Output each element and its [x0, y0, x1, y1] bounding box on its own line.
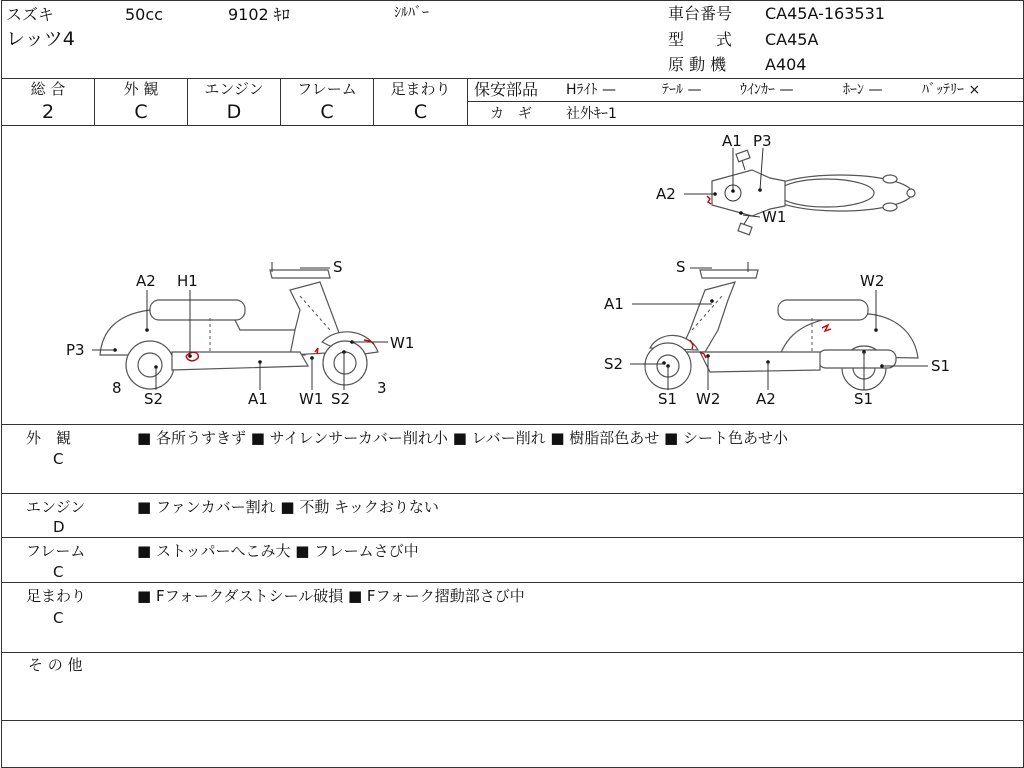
right-label-s1: S1: [658, 390, 678, 408]
safety-battery: ﾊﾞｯﾃﾘｰ ×: [922, 82, 981, 98]
safety-winker: ｳｲﾝｶｰ —: [740, 82, 794, 98]
mileage: 9102 ｷﾛ: [228, 5, 290, 24]
remark-title-engine: エンジン: [26, 498, 86, 516]
grade-value-exterior: C: [134, 101, 148, 123]
remark-title-frame: フレーム: [26, 542, 86, 560]
right-label-s: S: [676, 258, 686, 276]
top-label-a1: A1: [722, 132, 742, 150]
grade-label-frame: フレーム: [297, 80, 357, 98]
grade-label-exterior: 外 観: [123, 80, 159, 98]
top-label-p3: P3: [753, 132, 772, 150]
remark-title-other: そ の 他: [28, 656, 83, 674]
remark-grade-engine: D: [53, 518, 65, 536]
top-label-w1: W1: [762, 208, 787, 226]
left-label-s: S: [333, 258, 343, 276]
right-label-s1-right: S1: [931, 357, 951, 375]
key-label: カ ギ: [490, 106, 532, 122]
key-value: 社外ｷｰ1: [566, 106, 617, 122]
grade-value-frame: C: [320, 101, 334, 123]
left-label-p3: P3: [66, 341, 85, 359]
safety-tail: ﾃｰﾙ —: [662, 82, 702, 98]
remark-grade-suspension: C: [53, 609, 64, 627]
left-label-h1: H1: [177, 272, 198, 290]
remark-grade-exterior: C: [53, 450, 64, 468]
right-label-a1: A1: [604, 295, 624, 313]
grade-label-suspension: 足まわり: [390, 80, 451, 98]
remark-text-exterior: ■ 各所うすきず ■ サイレンサーカバー削れ小 ■ レバー削れ ■ 樹脂部色あせ ■ シート色あせ小: [137, 429, 789, 447]
grade-value-suspension: C: [413, 101, 428, 123]
engine-label: 原 動 機: [668, 55, 727, 74]
left-side-diagram: [66, 258, 414, 408]
remark-title-exterior: 外 観: [26, 429, 72, 447]
safety-horn: ﾎｰﾝ —: [843, 82, 883, 98]
scooter-diagrams: [0, 126, 1024, 424]
left-label-a1: A1: [248, 390, 268, 408]
top-label-a2: A2: [656, 185, 676, 203]
type-value: CA45A: [765, 30, 819, 49]
displacement: 50cc: [125, 5, 163, 24]
frame-no: CA45A-163531: [765, 4, 885, 23]
safety-label: 保安部品: [474, 80, 539, 99]
left-label-a2: A2: [136, 272, 156, 290]
remark-text-engine: ■ ファンカバー割れ ■ 不動 キックおりない: [137, 498, 439, 516]
right-label-s1b: S1: [854, 390, 874, 408]
top-view-diagram: [656, 132, 915, 235]
remark-grade-frame: C: [53, 563, 64, 581]
left-label-8: 8: [112, 379, 122, 397]
right-label-a2: A2: [756, 390, 776, 408]
right-label-w2: W2: [860, 272, 885, 290]
model-name: レッツ4: [6, 28, 75, 50]
left-label-s2b: S2: [331, 390, 351, 408]
right-side-diagram: [604, 258, 950, 408]
color: ｼﾙﾊﾞｰ: [394, 5, 429, 21]
grade-value-total: 2: [41, 101, 55, 123]
remark-text-suspension: ■ Fフォークダストシール破損 ■ Fフォーク摺動部さび中: [137, 587, 525, 605]
type-label: 型 式: [668, 30, 733, 49]
grade-label-total: 総 合: [30, 80, 66, 98]
left-label-w1-right: W1: [390, 334, 415, 352]
remark-text-frame: ■ ストッパーへこみ大 ■ フレームさび中: [137, 542, 419, 560]
frame-no-label: 車台番号: [668, 4, 733, 23]
maker: スズキ: [6, 5, 55, 24]
safety-headlight: Hﾗｲﾄ —: [566, 82, 616, 98]
left-label-3: 3: [377, 379, 387, 397]
engine-value: A404: [765, 55, 807, 74]
grade-value-engine: D: [226, 101, 242, 123]
left-label-w1: W1: [299, 390, 324, 408]
right-label-w2b: W2: [696, 390, 721, 408]
left-label-s2: S2: [144, 390, 164, 408]
grade-label-engine: エンジン: [204, 80, 264, 98]
remark-title-suspension: 足まわり: [26, 587, 87, 605]
right-label-s2: S2: [604, 355, 624, 373]
